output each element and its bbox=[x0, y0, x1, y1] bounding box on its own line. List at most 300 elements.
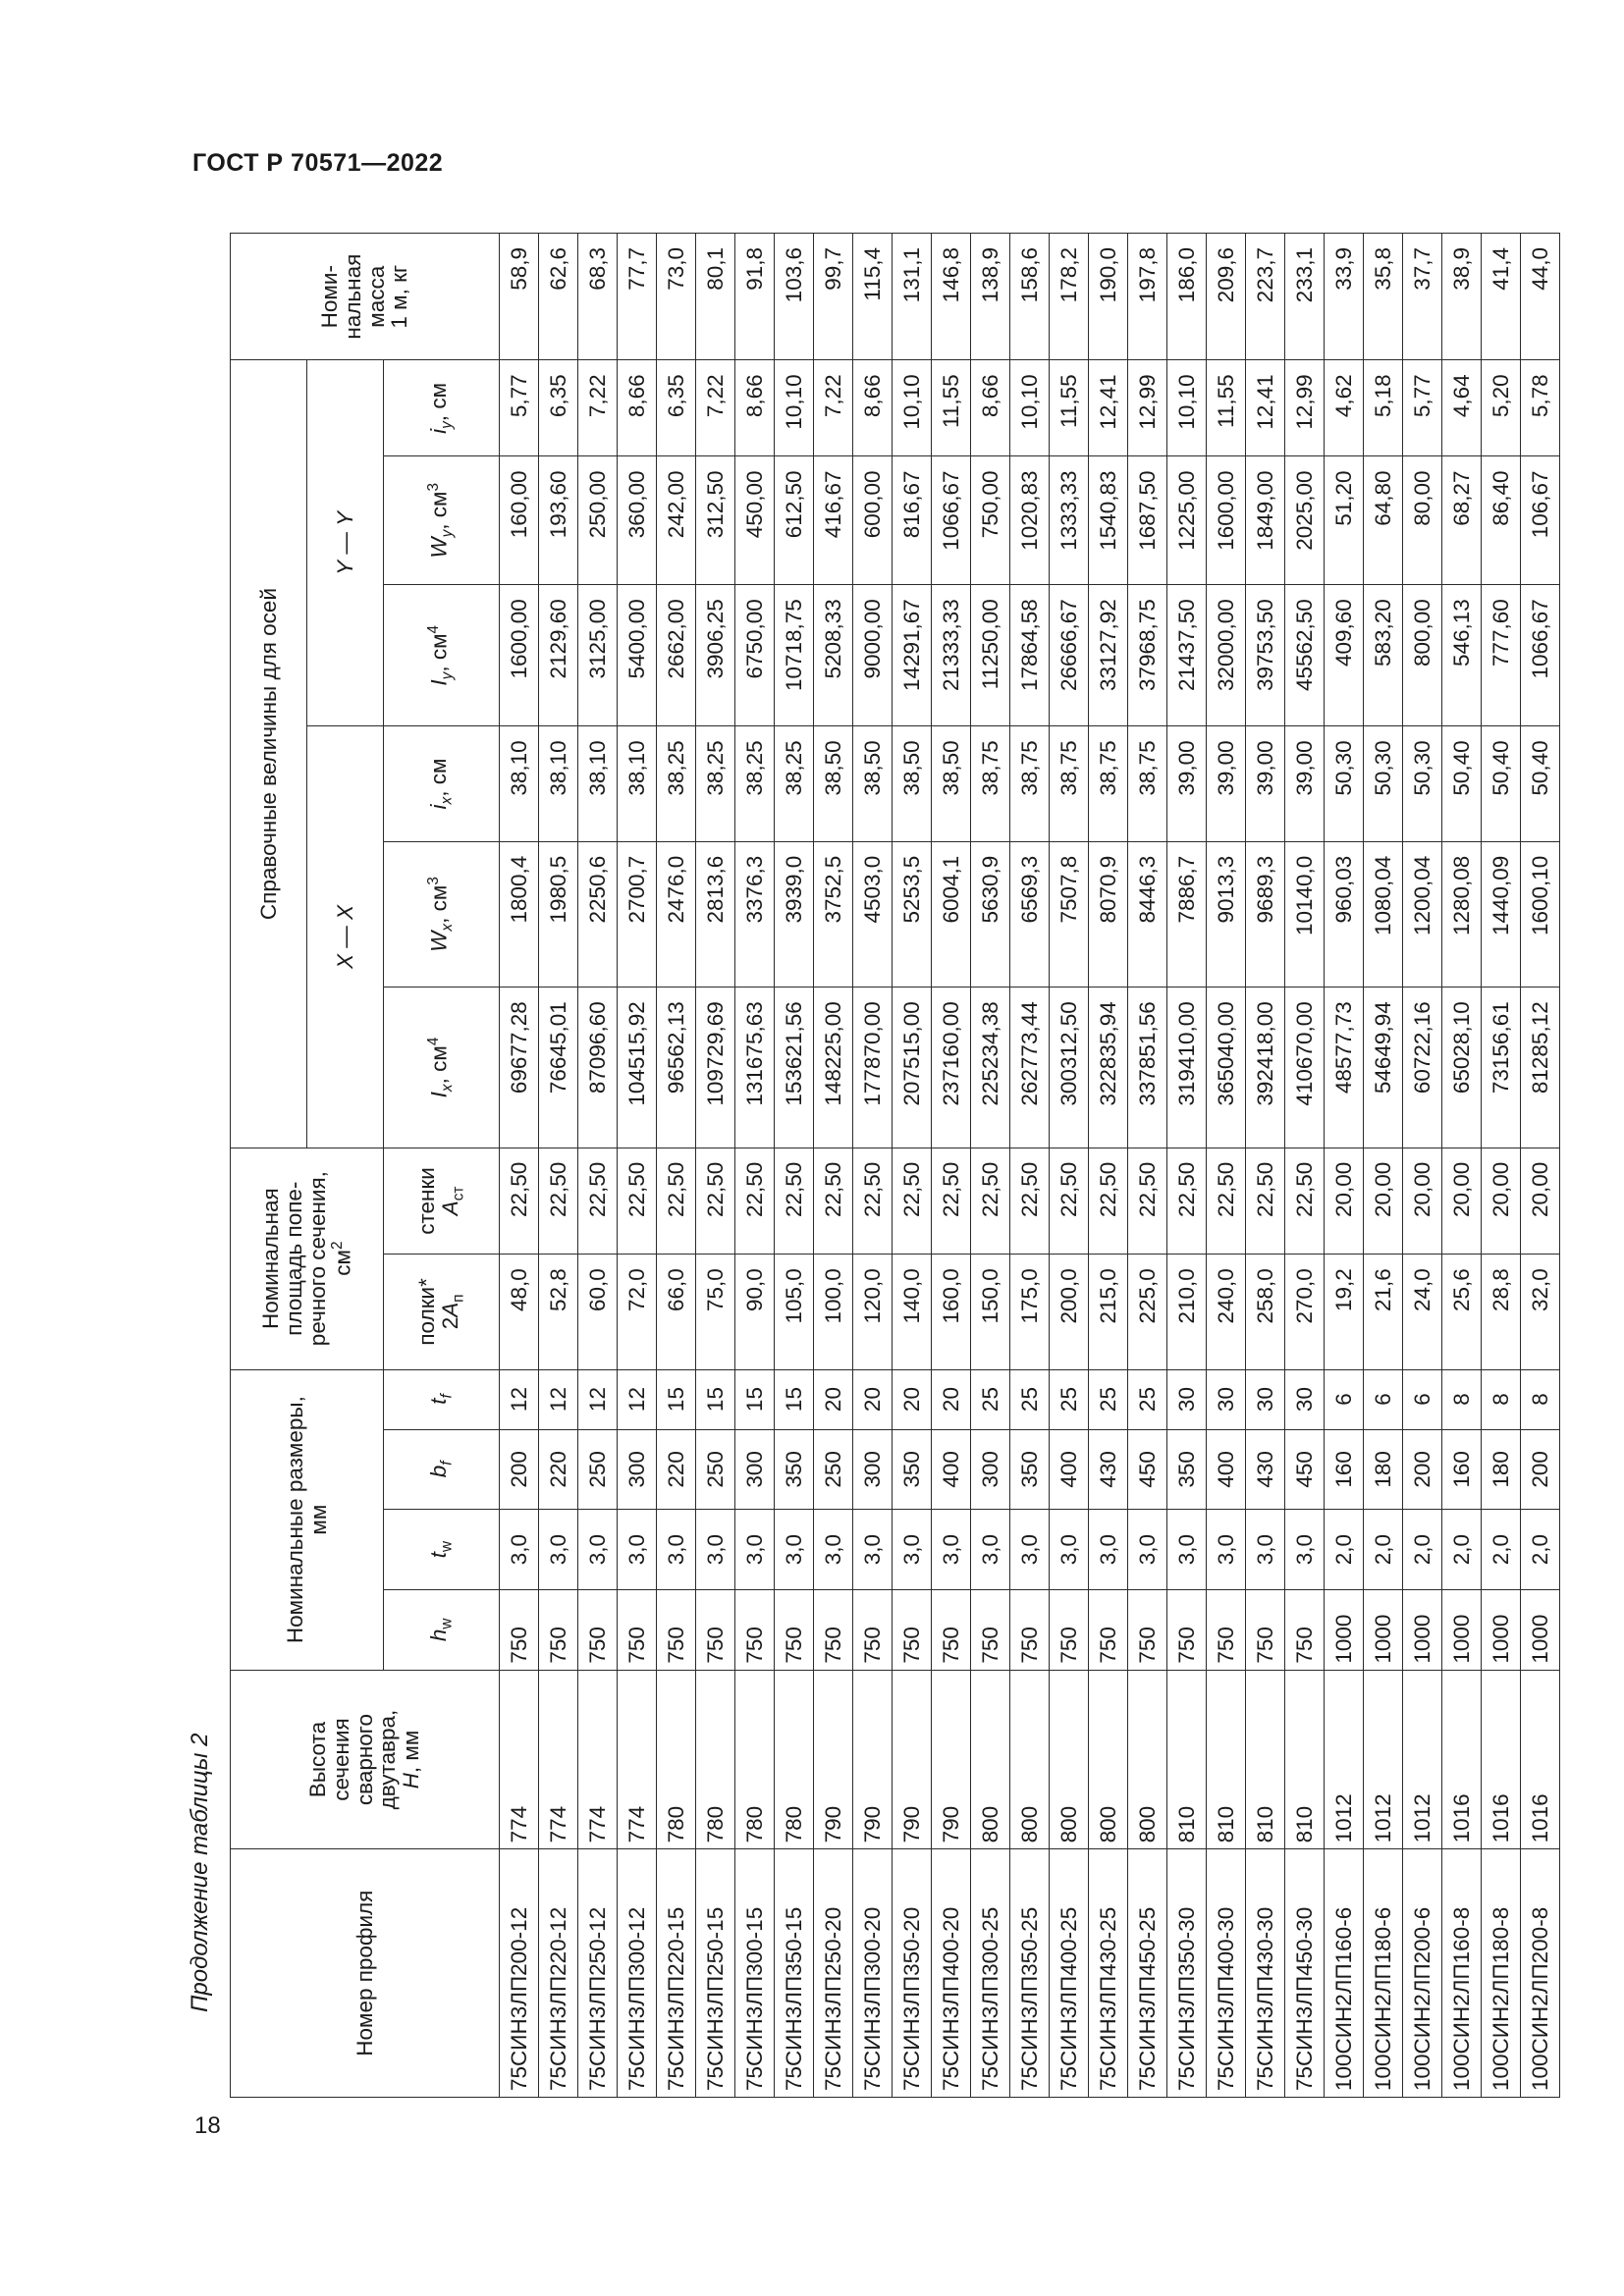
cell-mass: 41,4 bbox=[1482, 234, 1521, 360]
cell-hw: 750 bbox=[1089, 1589, 1128, 1670]
cell-tf: 12 bbox=[618, 1369, 657, 1429]
cell-ix-radius: 50,40 bbox=[1521, 726, 1560, 841]
cell-wx: 3752,5 bbox=[814, 841, 853, 988]
cell-bf: 350 bbox=[893, 1429, 932, 1510]
cell-ix-radius: 50,40 bbox=[1482, 726, 1521, 841]
table-row bbox=[814, 234, 853, 2098]
cell-bf: 430 bbox=[1089, 1429, 1128, 1510]
cell-wy: 1066,67 bbox=[932, 456, 971, 585]
cell-area-flange: 28,8 bbox=[1482, 1255, 1521, 1369]
cell-wx: 8070,9 bbox=[1089, 841, 1128, 988]
document-header: ГОСТ Р 70571—2022 bbox=[192, 149, 444, 177]
cell-iy-radius: 7,22 bbox=[814, 360, 853, 456]
cell-tf: 20 bbox=[853, 1369, 893, 1429]
cell-bf: 430 bbox=[1246, 1429, 1285, 1510]
cell-bf: 300 bbox=[618, 1429, 657, 1510]
cell-wx: 1080,04 bbox=[1364, 841, 1403, 988]
cell-iy-radius: 5,77 bbox=[500, 360, 539, 456]
cell-iy: 17864,58 bbox=[1010, 585, 1050, 726]
cell-bf: 400 bbox=[1207, 1429, 1246, 1510]
cell-area-flange: 72,0 bbox=[618, 1255, 657, 1369]
cell-bf: 160 bbox=[1442, 1429, 1482, 1510]
cell-hw: 750 bbox=[578, 1589, 618, 1670]
cell-wy: 86,40 bbox=[1482, 456, 1521, 585]
cell-ix: 410670,00 bbox=[1285, 988, 1325, 1148]
cell-tf: 12 bbox=[539, 1369, 578, 1429]
cell-area-flange: 24,0 bbox=[1403, 1255, 1442, 1369]
ix-radius-header: $i_x$, см bbox=[384, 726, 500, 841]
table-row bbox=[971, 234, 1010, 2098]
cell-wy: 1333,33 bbox=[1050, 456, 1089, 585]
cell-bf: 300 bbox=[735, 1429, 775, 1510]
cell-height: 1016 bbox=[1442, 1670, 1482, 1849]
table-row bbox=[1325, 234, 1364, 2098]
table-row bbox=[657, 234, 696, 2098]
cell-profile: 75СИН3ЛП200-12 bbox=[500, 1849, 539, 2098]
cell-area-web: 20,00 bbox=[1442, 1148, 1482, 1254]
cell-tw: 3,0 bbox=[853, 1510, 893, 1590]
cell-ix: 153621,56 bbox=[775, 988, 814, 1148]
cell-ix: 319410,00 bbox=[1167, 988, 1207, 1148]
cell-wx: 10140,0 bbox=[1285, 841, 1325, 988]
cell-wy: 360,00 bbox=[618, 456, 657, 585]
cell-wy: 416,67 bbox=[814, 456, 853, 585]
cell-iy-radius: 8,66 bbox=[735, 360, 775, 456]
cell-ix-radius: 38,75 bbox=[1010, 726, 1050, 841]
cell-mass: 68,3 bbox=[578, 234, 618, 360]
cell-wy: 2025,00 bbox=[1285, 456, 1325, 585]
cell-ix: 81285,12 bbox=[1521, 988, 1560, 1148]
cell-profile: 75СИН3ЛП250-15 bbox=[696, 1849, 735, 2098]
table-row bbox=[1128, 234, 1167, 2098]
cell-area-web: 20,00 bbox=[1325, 1148, 1364, 1254]
cell-hw: 750 bbox=[1285, 1589, 1325, 1670]
cell-iy-radius: 10,10 bbox=[775, 360, 814, 456]
cell-tf: 6 bbox=[1403, 1369, 1442, 1429]
cell-wx: 1440,09 bbox=[1482, 841, 1521, 988]
cell-height: 774 bbox=[618, 1670, 657, 1849]
area-group-header: Номинальная площадь попе- речного сечения, $см^2$ bbox=[231, 1148, 384, 1369]
cell-profile: 75СИН3ЛП400-25 bbox=[1050, 1849, 1089, 2098]
table-row bbox=[539, 234, 578, 2098]
cell-ix: 177870,00 bbox=[853, 988, 893, 1148]
cell-area-web: 22,50 bbox=[775, 1148, 814, 1254]
cell-iy: 800,00 bbox=[1403, 585, 1442, 726]
cell-bf: 250 bbox=[814, 1429, 853, 1510]
cell-iy-radius: 10,10 bbox=[893, 360, 932, 456]
cell-profile: 75СИН3ЛП300-25 bbox=[971, 1849, 1010, 2098]
cell-tw: 3,0 bbox=[735, 1510, 775, 1590]
cell-ix-radius: 38,50 bbox=[893, 726, 932, 841]
cell-tf: 30 bbox=[1207, 1369, 1246, 1429]
cell-wy: 193,60 bbox=[539, 456, 578, 585]
table-row bbox=[1442, 234, 1482, 2098]
cell-tw: 3,0 bbox=[1207, 1510, 1246, 1590]
cell-ix: 300312,50 bbox=[1050, 988, 1089, 1148]
cell-height: 1016 bbox=[1521, 1670, 1560, 1849]
cell-iy-radius: 11,55 bbox=[932, 360, 971, 456]
cell-wy: 312,50 bbox=[696, 456, 735, 585]
cell-wx: 7507,8 bbox=[1050, 841, 1089, 988]
cell-height: 780 bbox=[735, 1670, 775, 1849]
iy-radius-header: $i_y$, см bbox=[384, 360, 500, 456]
cell-hw: 1000 bbox=[1364, 1589, 1403, 1670]
cell-profile: 75СИН3ЛП220-15 bbox=[657, 1849, 696, 2098]
cell-iy: 32000,00 bbox=[1207, 585, 1246, 726]
cell-area-web: 22,50 bbox=[1010, 1148, 1050, 1254]
cell-ix-radius: 50,40 bbox=[1442, 726, 1482, 841]
cell-mass: 91,8 bbox=[735, 234, 775, 360]
cell-iy-radius: 5,78 bbox=[1521, 360, 1560, 456]
cell-tf: 8 bbox=[1442, 1369, 1482, 1429]
cell-tw: 3,0 bbox=[814, 1510, 853, 1590]
table-row bbox=[1167, 234, 1207, 2098]
cell-ix: 54649,94 bbox=[1364, 988, 1403, 1148]
cell-iy: 3906,25 bbox=[696, 585, 735, 726]
cell-tw: 3,0 bbox=[932, 1510, 971, 1590]
dims-group-header: Номинальные размеры, мм bbox=[231, 1369, 384, 1670]
cell-area-web: 22,50 bbox=[539, 1148, 578, 1254]
table-row bbox=[893, 234, 932, 2098]
cell-area-flange: 258,0 bbox=[1246, 1255, 1285, 1369]
cell-wx: 1200,04 bbox=[1403, 841, 1442, 988]
cell-area-flange: 60,0 bbox=[578, 1255, 618, 1369]
cell-mass: 58,9 bbox=[500, 234, 539, 360]
cell-iy: 583,20 bbox=[1364, 585, 1403, 726]
cell-ix: 365040,00 bbox=[1207, 988, 1246, 1148]
cell-mass: 146,8 bbox=[932, 234, 971, 360]
cell-ix-radius: 38,50 bbox=[814, 726, 853, 841]
cell-iy-radius: 8,66 bbox=[853, 360, 893, 456]
cell-tw: 3,0 bbox=[696, 1510, 735, 1590]
cell-ix-radius: 38,10 bbox=[618, 726, 657, 841]
table-row bbox=[932, 234, 971, 2098]
cell-mass: 186,0 bbox=[1167, 234, 1207, 360]
tw-header: $t_w$ bbox=[384, 1510, 500, 1590]
cell-wy: 1849,00 bbox=[1246, 456, 1285, 585]
cell-iy: 2662,00 bbox=[657, 585, 696, 726]
iy-header: $I_y$, $см^4$ bbox=[384, 585, 500, 726]
cell-profile: 75СИН3ЛП430-30 bbox=[1246, 1849, 1285, 2098]
cell-ix-radius: 38,75 bbox=[1050, 726, 1089, 841]
cell-iy: 5400,00 bbox=[618, 585, 657, 726]
wx-header: $W_x$, $см^3$ bbox=[384, 841, 500, 988]
cell-iy-radius: 10,10 bbox=[1167, 360, 1207, 456]
cell-area-web: 22,50 bbox=[814, 1148, 853, 1254]
cell-area-web: 22,50 bbox=[1089, 1148, 1128, 1254]
cell-area-web: 22,50 bbox=[1167, 1148, 1207, 1254]
cell-iy-radius: 12,41 bbox=[1246, 360, 1285, 456]
table-row bbox=[1010, 234, 1050, 2098]
cell-bf: 350 bbox=[1167, 1429, 1207, 1510]
cell-profile: 75СИН3ЛП430-25 bbox=[1089, 1849, 1128, 2098]
cell-mass: 115,4 bbox=[853, 234, 893, 360]
cell-profile: 100СИН2ЛП200-8 bbox=[1521, 1849, 1560, 2098]
cell-tf: 20 bbox=[814, 1369, 853, 1429]
cell-iy: 2129,60 bbox=[539, 585, 578, 726]
cell-height: 800 bbox=[1128, 1670, 1167, 1849]
cell-bf: 400 bbox=[1050, 1429, 1089, 1510]
cell-area-flange: 210,0 bbox=[1167, 1255, 1207, 1369]
cell-profile: 100СИН2ЛП160-8 bbox=[1442, 1849, 1482, 2098]
cell-ix-radius: 38,25 bbox=[735, 726, 775, 841]
table-row bbox=[1089, 234, 1128, 2098]
cell-iy-radius: 11,55 bbox=[1050, 360, 1089, 456]
cell-hw: 750 bbox=[853, 1589, 893, 1670]
cell-mass: 44,0 bbox=[1521, 234, 1560, 360]
cell-hw: 750 bbox=[657, 1589, 696, 1670]
wy-header: $W_y$, $см^3$ bbox=[384, 456, 500, 585]
cell-wx: 6004,1 bbox=[932, 841, 971, 988]
cell-area-flange: 19,2 bbox=[1325, 1255, 1364, 1369]
cell-iy: 6750,00 bbox=[735, 585, 775, 726]
cell-ix: 65028,10 bbox=[1442, 988, 1482, 1148]
cell-area-flange: 240,0 bbox=[1207, 1255, 1246, 1369]
cell-iy: 26666,67 bbox=[1050, 585, 1089, 726]
cell-profile: 75СИН3ЛП350-15 bbox=[775, 1849, 814, 2098]
cell-area-flange: 75,0 bbox=[696, 1255, 735, 1369]
cell-ix: 96562,13 bbox=[657, 988, 696, 1148]
cell-mass: 233,1 bbox=[1285, 234, 1325, 360]
cell-iy-radius: 12,99 bbox=[1285, 360, 1325, 456]
cell-tw: 3,0 bbox=[1089, 1510, 1128, 1590]
cell-wx: 5630,9 bbox=[971, 841, 1010, 988]
cell-tf: 8 bbox=[1521, 1369, 1560, 1429]
cell-height: 1016 bbox=[1482, 1670, 1521, 1849]
cell-mass: 99,7 bbox=[814, 234, 853, 360]
cell-ix: 207515,00 bbox=[893, 988, 932, 1148]
cell-wy: 1020,83 bbox=[1010, 456, 1050, 585]
cell-area-flange: 52,8 bbox=[539, 1255, 578, 1369]
cell-iy: 9000,00 bbox=[853, 585, 893, 726]
cell-ix: 48577,73 bbox=[1325, 988, 1364, 1148]
cell-bf: 220 bbox=[657, 1429, 696, 1510]
cell-ix-radius: 39,00 bbox=[1285, 726, 1325, 841]
cell-area-web: 22,50 bbox=[1207, 1148, 1246, 1254]
table-row bbox=[1050, 234, 1089, 2098]
cell-tf: 6 bbox=[1364, 1369, 1403, 1429]
cell-wx: 5253,5 bbox=[893, 841, 932, 988]
cell-mass: 209,6 bbox=[1207, 234, 1246, 360]
cell-tf: 15 bbox=[696, 1369, 735, 1429]
cell-ix: 69677,28 bbox=[500, 988, 539, 1148]
cell-wy: 600,00 bbox=[853, 456, 893, 585]
cell-mass: 223,7 bbox=[1246, 234, 1285, 360]
cell-bf: 220 bbox=[539, 1429, 578, 1510]
cell-mass: 77,7 bbox=[618, 234, 657, 360]
cell-bf: 250 bbox=[578, 1429, 618, 1510]
cell-area-flange: 150,0 bbox=[971, 1255, 1010, 1369]
cell-ix-radius: 50,30 bbox=[1403, 726, 1442, 841]
cell-bf: 250 bbox=[696, 1429, 735, 1510]
cell-iy-radius: 5,77 bbox=[1403, 360, 1442, 456]
cell-tw: 3,0 bbox=[539, 1510, 578, 1590]
cell-height: 1012 bbox=[1403, 1670, 1442, 1849]
cell-ix: 131675,63 bbox=[735, 988, 775, 1148]
cell-wx: 1800,4 bbox=[500, 841, 539, 988]
cell-ix: 73156,61 bbox=[1482, 988, 1521, 1148]
table-row bbox=[500, 234, 539, 2098]
cell-wx: 3939,0 bbox=[775, 841, 814, 988]
cell-wx: 2813,6 bbox=[696, 841, 735, 988]
cell-wy: 106,67 bbox=[1521, 456, 1560, 585]
cell-area-flange: 48,0 bbox=[500, 1255, 539, 1369]
cell-area-web: 22,50 bbox=[932, 1148, 971, 1254]
cell-iy: 409,60 bbox=[1325, 585, 1364, 726]
cell-hw: 750 bbox=[618, 1589, 657, 1670]
cell-wx: 9013,3 bbox=[1207, 841, 1246, 988]
cell-height: 780 bbox=[775, 1670, 814, 1849]
cell-wy: 51,20 bbox=[1325, 456, 1364, 585]
cell-profile: 100СИН2ЛП160-6 bbox=[1325, 1849, 1364, 2098]
cell-area-flange: 200,0 bbox=[1050, 1255, 1089, 1369]
table-row bbox=[578, 234, 618, 2098]
cell-ix: 148225,00 bbox=[814, 988, 853, 1148]
hw-header: $h_w$ bbox=[384, 1589, 500, 1670]
cell-profile: 75СИН3ЛП250-20 bbox=[814, 1849, 853, 2098]
table-row bbox=[1521, 234, 1560, 2098]
cell-wx: 3376,3 bbox=[735, 841, 775, 988]
cell-hw: 750 bbox=[1010, 1589, 1050, 1670]
cell-wy: 68,27 bbox=[1442, 456, 1482, 585]
cell-area-flange: 160,0 bbox=[932, 1255, 971, 1369]
cell-tw: 2,0 bbox=[1482, 1510, 1521, 1590]
cell-wy: 80,00 bbox=[1403, 456, 1442, 585]
cell-height: 774 bbox=[500, 1670, 539, 1849]
profiles-table bbox=[230, 233, 1560, 2098]
cell-iy: 777,60 bbox=[1482, 585, 1521, 726]
cell-mass: 33,9 bbox=[1325, 234, 1364, 360]
cell-wx: 2476,0 bbox=[657, 841, 696, 988]
cell-area-flange: 225,0 bbox=[1128, 1255, 1167, 1369]
cell-hw: 750 bbox=[932, 1589, 971, 1670]
cell-area-flange: 120,0 bbox=[853, 1255, 893, 1369]
cell-tf: 25 bbox=[1089, 1369, 1128, 1429]
cell-profile: 100СИН2ЛП180-6 bbox=[1364, 1849, 1403, 2098]
cell-ix-radius: 38,75 bbox=[1089, 726, 1128, 841]
table-row bbox=[1364, 234, 1403, 2098]
cell-mass: 37,7 bbox=[1403, 234, 1442, 360]
cell-mass: 197,8 bbox=[1128, 234, 1167, 360]
cell-height: 810 bbox=[1285, 1670, 1325, 1849]
cell-bf: 300 bbox=[971, 1429, 1010, 1510]
cell-ix: 322835,94 bbox=[1089, 988, 1128, 1148]
cell-bf: 300 bbox=[853, 1429, 893, 1510]
cell-bf: 180 bbox=[1364, 1429, 1403, 1510]
cell-bf: 180 bbox=[1482, 1429, 1521, 1510]
cell-mass: 158,6 bbox=[1010, 234, 1050, 360]
cell-area-flange: 90,0 bbox=[735, 1255, 775, 1369]
cell-iy-radius: 12,99 bbox=[1128, 360, 1167, 456]
cell-tf: 6 bbox=[1325, 1369, 1364, 1429]
cell-area-web: 22,50 bbox=[893, 1148, 932, 1254]
cell-hw: 750 bbox=[1167, 1589, 1207, 1670]
cell-area-web: 22,50 bbox=[735, 1148, 775, 1254]
cell-area-web: 22,50 bbox=[618, 1148, 657, 1254]
cell-bf: 160 bbox=[1325, 1429, 1364, 1510]
cell-tw: 2,0 bbox=[1403, 1510, 1442, 1590]
cell-wx: 4503,0 bbox=[853, 841, 893, 988]
cell-area-web: 22,50 bbox=[853, 1148, 893, 1254]
cell-wy: 160,00 bbox=[500, 456, 539, 585]
cell-ix-radius: 50,30 bbox=[1364, 726, 1403, 841]
cell-profile: 75СИН3ЛП400-30 bbox=[1207, 1849, 1246, 2098]
cell-wy: 612,50 bbox=[775, 456, 814, 585]
cell-profile: 75СИН3ЛП250-12 bbox=[578, 1849, 618, 2098]
cell-iy: 21333,33 bbox=[932, 585, 971, 726]
cell-area-web: 22,50 bbox=[657, 1148, 696, 1254]
cell-height: 1012 bbox=[1325, 1670, 1364, 1849]
cell-iy: 37968,75 bbox=[1128, 585, 1167, 726]
cell-wx: 2250,6 bbox=[578, 841, 618, 988]
cell-wy: 1225,00 bbox=[1167, 456, 1207, 585]
cell-area-flange: 270,0 bbox=[1285, 1255, 1325, 1369]
cell-height: 810 bbox=[1246, 1670, 1285, 1849]
cell-height: 790 bbox=[853, 1670, 893, 1849]
cell-profile: 75СИН3ЛП300-20 bbox=[853, 1849, 893, 2098]
cell-tw: 2,0 bbox=[1364, 1510, 1403, 1590]
cell-wy: 450,00 bbox=[735, 456, 775, 585]
cell-area-flange: 100,0 bbox=[814, 1255, 853, 1369]
cell-tw: 3,0 bbox=[657, 1510, 696, 1590]
cell-tw: 3,0 bbox=[1246, 1510, 1285, 1590]
cell-area-flange: 105,0 bbox=[775, 1255, 814, 1369]
cell-hw: 750 bbox=[893, 1589, 932, 1670]
cell-area-web: 22,50 bbox=[1128, 1148, 1167, 1254]
cell-bf: 350 bbox=[775, 1429, 814, 1510]
cell-area-web: 22,50 bbox=[1285, 1148, 1325, 1254]
cell-area-web: 20,00 bbox=[1364, 1148, 1403, 1254]
cell-hw: 750 bbox=[775, 1589, 814, 1670]
mass-header: Номи- нальная масса 1 м, кг bbox=[231, 234, 500, 360]
cell-hw: 1000 bbox=[1521, 1589, 1560, 1670]
cell-iy-radius: 6,35 bbox=[657, 360, 696, 456]
cell-mass: 35,8 bbox=[1364, 234, 1403, 360]
cell-ix: 87096,60 bbox=[578, 988, 618, 1148]
cell-tw: 3,0 bbox=[893, 1510, 932, 1590]
cell-ix-radius: 38,10 bbox=[578, 726, 618, 841]
cell-profile: 75СИН3ЛП350-20 bbox=[893, 1849, 932, 2098]
cell-profile: 75СИН3ЛП300-15 bbox=[735, 1849, 775, 2098]
cell-bf: 450 bbox=[1128, 1429, 1167, 1510]
cell-height: 1012 bbox=[1364, 1670, 1403, 1849]
cell-tw: 3,0 bbox=[1285, 1510, 1325, 1590]
cell-ix: 392418,00 bbox=[1246, 988, 1285, 1148]
table-row bbox=[1285, 234, 1325, 2098]
area-flange-header: полки* $2A_п$ bbox=[384, 1255, 500, 1369]
cell-iy-radius: 8,66 bbox=[618, 360, 657, 456]
cell-area-web: 22,50 bbox=[500, 1148, 539, 1254]
cell-hw: 750 bbox=[1050, 1589, 1089, 1670]
cell-wx: 6569,3 bbox=[1010, 841, 1050, 988]
cell-profile: 100СИН2ЛП200-6 bbox=[1403, 1849, 1442, 2098]
cell-ix: 337851,56 bbox=[1128, 988, 1167, 1148]
cell-tw: 2,0 bbox=[1325, 1510, 1364, 1590]
table-row bbox=[696, 234, 735, 2098]
cell-hw: 750 bbox=[735, 1589, 775, 1670]
cell-wx: 7886,7 bbox=[1167, 841, 1207, 988]
cell-ix-radius: 39,00 bbox=[1246, 726, 1285, 841]
cell-ix-radius: 38,75 bbox=[1128, 726, 1167, 841]
cell-area-flange: 140,0 bbox=[893, 1255, 932, 1369]
cell-height: 774 bbox=[539, 1670, 578, 1849]
area-web-header: стенки $A_{ст}$ bbox=[384, 1148, 500, 1254]
cell-iy-radius: 6,35 bbox=[539, 360, 578, 456]
cell-area-web: 20,00 bbox=[1403, 1148, 1442, 1254]
cell-iy-radius: 4,64 bbox=[1442, 360, 1482, 456]
cell-ix: 109729,69 bbox=[696, 988, 735, 1148]
cell-wy: 816,67 bbox=[893, 456, 932, 585]
